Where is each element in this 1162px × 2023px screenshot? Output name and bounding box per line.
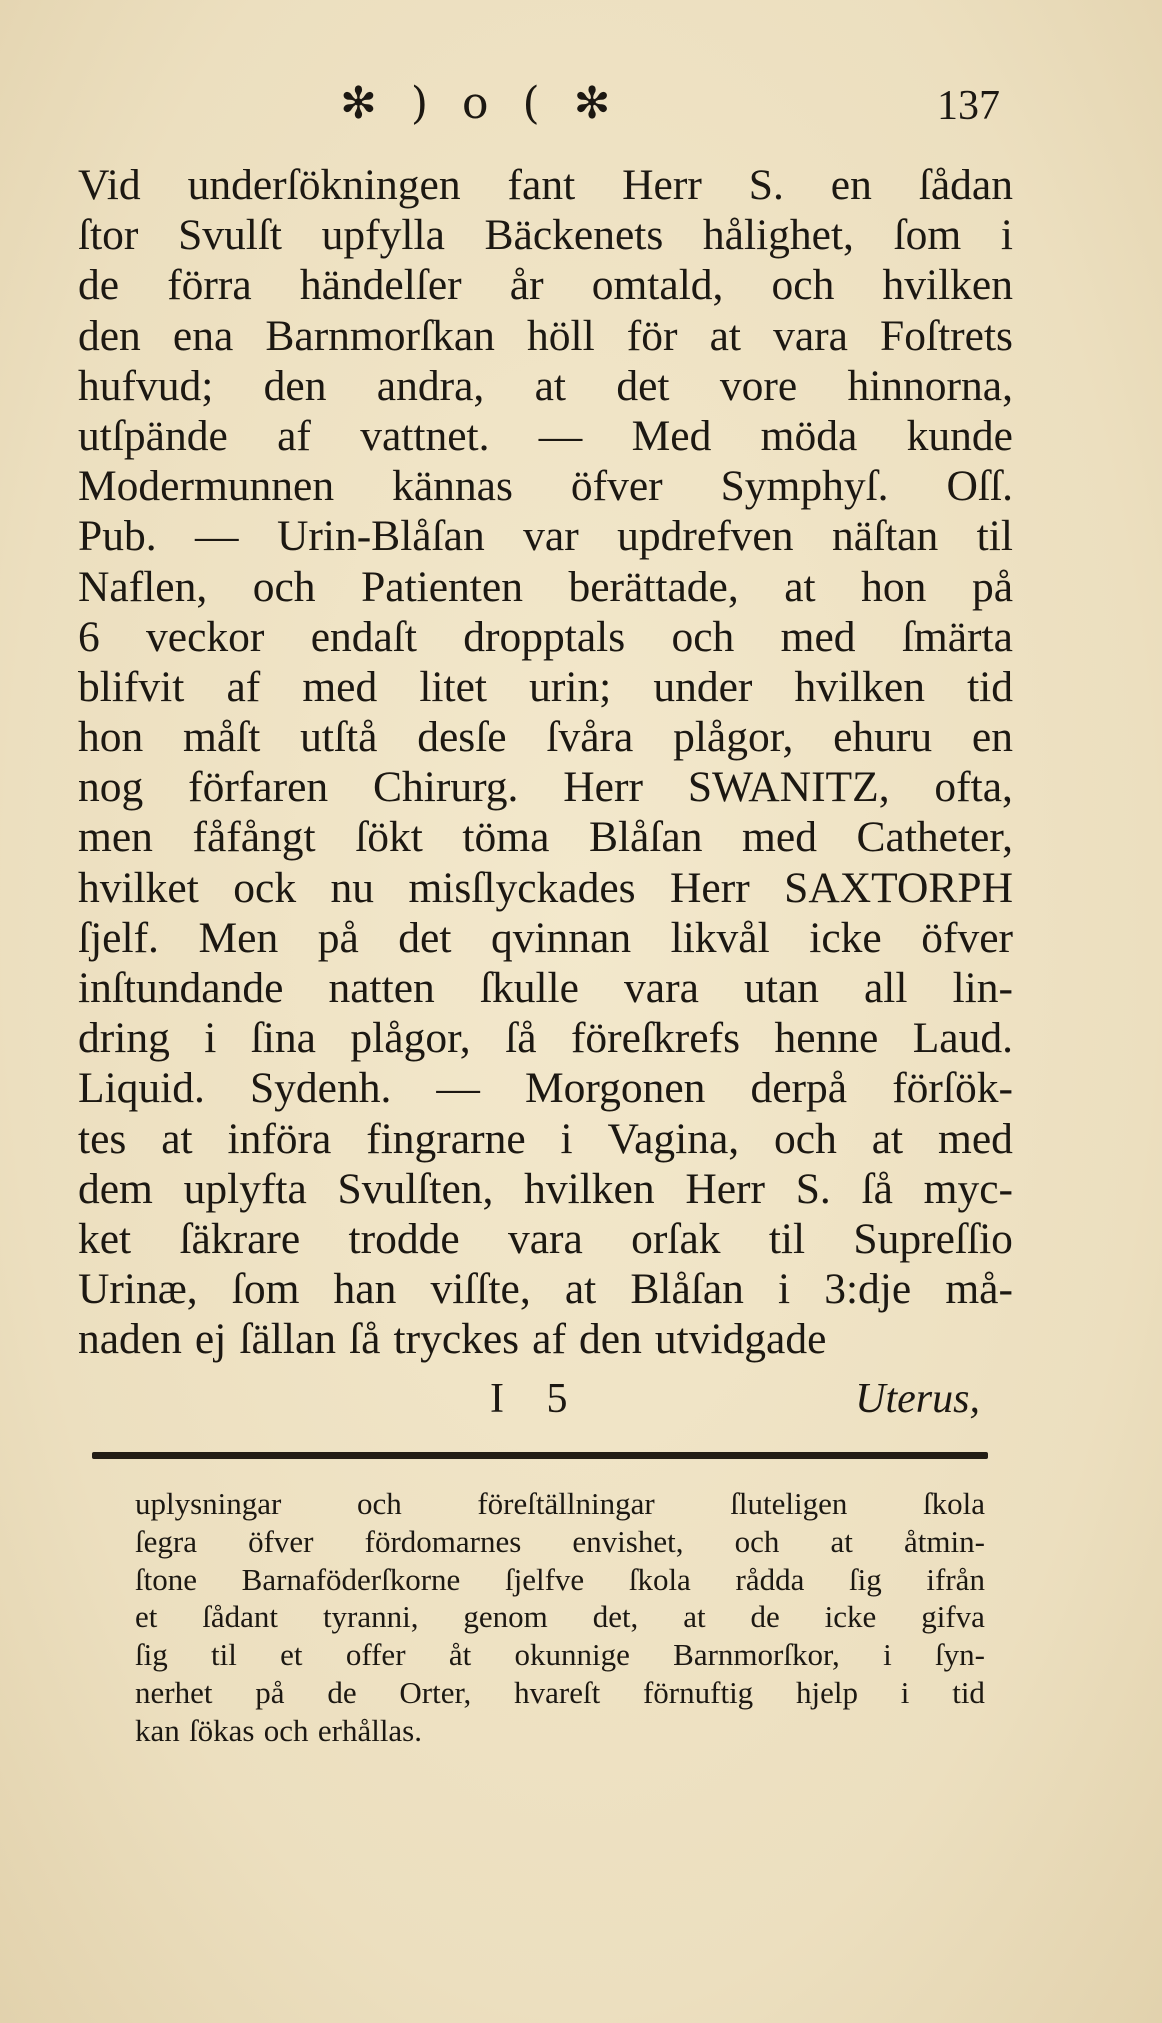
footnote-word: erhållas. xyxy=(317,1712,422,1748)
word: — xyxy=(436,1064,480,1113)
footnote-word: tyranni, xyxy=(322,1599,419,1635)
word: myc- xyxy=(923,1164,1013,1213)
word: vara xyxy=(773,311,848,360)
footnote-word: och xyxy=(734,1523,780,1559)
footnote-line xyxy=(135,1712,985,1750)
footnote-line xyxy=(135,1523,985,1561)
word: ſådan xyxy=(918,161,1013,209)
word: utſpände xyxy=(78,411,228,460)
word: underſökningen xyxy=(187,161,461,209)
footnote-word: ſökas xyxy=(189,1712,255,1748)
word: SAXTORPH xyxy=(784,863,1013,912)
footnote-word: det, xyxy=(592,1599,639,1635)
word: möda xyxy=(760,411,858,460)
word: viſſte, xyxy=(430,1265,531,1314)
footnote-word: genom xyxy=(463,1599,548,1635)
word: tryckes xyxy=(393,1315,520,1364)
text-line xyxy=(78,913,1013,963)
footnote-word: åtmin- xyxy=(904,1523,985,1559)
word: Sydenh. xyxy=(249,1064,392,1113)
footnote-word: et xyxy=(280,1637,303,1673)
footnote-word: Barnaföderſkorne xyxy=(241,1561,461,1597)
word: Svulſten, xyxy=(337,1164,494,1213)
footnote-word: åt xyxy=(448,1637,472,1673)
footnote-word: nerhet xyxy=(135,1674,213,1710)
word: at xyxy=(564,1265,597,1314)
word: Barnmorſkan xyxy=(265,311,495,360)
word: at xyxy=(709,311,741,360)
word: henne xyxy=(774,1014,879,1063)
word: veckor xyxy=(146,612,265,661)
word: år xyxy=(509,261,544,310)
word: ſom xyxy=(231,1265,300,1314)
word: på xyxy=(971,562,1013,611)
word: förfaren xyxy=(188,763,329,812)
word: med xyxy=(302,662,378,711)
word: trodde xyxy=(348,1214,460,1263)
text-line xyxy=(78,1114,1013,1164)
word: må- xyxy=(945,1265,1013,1314)
word: en xyxy=(971,713,1013,762)
word: med xyxy=(742,813,817,862)
word: Med xyxy=(631,411,712,460)
word: ſå xyxy=(861,1164,893,1213)
footnote-rule xyxy=(92,1452,988,1459)
word: lin- xyxy=(952,964,1013,1012)
word: han xyxy=(333,1265,397,1314)
footnote-word: Barnmorſkor, xyxy=(673,1637,840,1673)
footnote-word: ſig xyxy=(135,1637,168,1673)
word: ſtor xyxy=(78,211,139,260)
footnote-word: på xyxy=(255,1674,285,1710)
word: Herr xyxy=(670,863,750,912)
catchword: Uterus, xyxy=(855,1376,980,1422)
word: Herr xyxy=(563,763,643,812)
word: berättade, xyxy=(568,562,739,611)
word: Urin-Blåſan xyxy=(276,512,485,561)
word: ej xyxy=(194,1315,227,1364)
word: den xyxy=(78,311,141,360)
word: Chirurg. xyxy=(373,763,519,812)
footnote-word: gifva xyxy=(921,1599,985,1635)
word: vara xyxy=(507,1214,583,1263)
word: hon xyxy=(861,562,927,611)
word: Blåſan xyxy=(588,813,703,862)
word: inſtundande xyxy=(78,964,284,1012)
word: S. xyxy=(795,1164,831,1213)
word: urin; xyxy=(529,662,612,711)
word: til xyxy=(768,1214,806,1263)
text-line xyxy=(78,1314,1013,1364)
word: Supreſſio xyxy=(853,1214,1013,1263)
word: fåfångt xyxy=(192,813,316,862)
word: öfver xyxy=(921,913,1013,962)
word: derpå xyxy=(750,1064,848,1113)
word: — xyxy=(538,411,583,460)
word: likvål xyxy=(670,913,770,962)
footnote-word: öfver xyxy=(248,1523,314,1559)
word: var xyxy=(523,512,579,561)
word: orſak xyxy=(631,1214,721,1263)
word: at xyxy=(161,1114,193,1163)
word: vattnet. xyxy=(360,411,490,460)
text-line xyxy=(78,963,1013,1013)
word: ſvåra xyxy=(546,713,634,762)
footnote-word: ſkola xyxy=(628,1561,691,1597)
word: Patienten xyxy=(361,562,523,611)
word: Pub. xyxy=(78,512,157,561)
footnote-word: de xyxy=(327,1674,357,1710)
word: kännas xyxy=(392,462,513,511)
word: i xyxy=(560,1114,573,1163)
footnote-word: et xyxy=(135,1599,158,1635)
word: ſökt xyxy=(355,813,423,862)
word: ſjelf. xyxy=(78,913,159,962)
word: hvilket xyxy=(78,863,199,912)
word: plågor, xyxy=(350,1014,471,1063)
footnote-word: icke xyxy=(824,1599,877,1635)
word: näſtan xyxy=(831,512,939,561)
word: dring xyxy=(78,1014,170,1063)
word: nog xyxy=(78,763,144,812)
word: för xyxy=(626,311,678,360)
word: dropptals xyxy=(463,612,626,661)
text-line xyxy=(78,311,1013,361)
word: fingrarne xyxy=(366,1114,526,1163)
word: misſlyckades xyxy=(408,863,636,912)
word: kunde xyxy=(906,411,1013,460)
word: föreſkrefs xyxy=(570,1014,741,1063)
word: Foſtrets xyxy=(880,311,1013,360)
text-line xyxy=(78,812,1013,862)
text-line xyxy=(78,712,1013,762)
word: ena xyxy=(172,311,234,360)
word: fant xyxy=(507,161,576,209)
word: vara xyxy=(624,964,699,1012)
word: och xyxy=(252,562,316,611)
word: ofta, xyxy=(934,763,1013,812)
word: införa xyxy=(227,1114,332,1163)
word: ſkulle xyxy=(479,964,579,1012)
word: endaſt xyxy=(310,612,417,661)
main-text xyxy=(78,160,1013,1365)
footnote-word: ſegra xyxy=(135,1523,197,1559)
word: til xyxy=(976,512,1013,561)
word: höll xyxy=(527,311,595,360)
footnote-word: hjelp xyxy=(795,1674,858,1710)
text-line xyxy=(78,511,1013,561)
text-line xyxy=(78,562,1013,612)
word: naden xyxy=(78,1315,182,1364)
word: upfylla xyxy=(321,211,445,260)
word: plågor, xyxy=(673,713,794,762)
footnote-word: förnuftig xyxy=(642,1674,754,1710)
footnote-word: rådda xyxy=(735,1561,805,1597)
word: at xyxy=(871,1114,904,1163)
text-line xyxy=(78,411,1013,461)
word: all xyxy=(863,964,908,1012)
word: det xyxy=(616,361,670,410)
word: Bäckenets xyxy=(484,211,664,260)
word: Symphyſ. xyxy=(720,462,889,511)
text-line xyxy=(78,361,1013,411)
word: Morgonen xyxy=(524,1064,706,1113)
word: Liquid. xyxy=(78,1064,205,1113)
footnote-word: Orter, xyxy=(399,1674,472,1710)
word: Svulſt xyxy=(178,211,283,260)
footnote-word: tid xyxy=(952,1674,985,1710)
word: Herr xyxy=(685,1164,766,1213)
word: af xyxy=(226,662,261,711)
word: Naflen, xyxy=(78,562,208,611)
footnote-word: ſtone xyxy=(135,1561,197,1597)
footnote-word: ſig xyxy=(849,1561,882,1597)
word: hvilken xyxy=(524,1164,655,1213)
word: öfver xyxy=(570,462,663,511)
word: förſök- xyxy=(892,1064,1013,1113)
page-number: 137 xyxy=(937,83,1000,129)
word: vore xyxy=(719,361,798,410)
word: ſå xyxy=(505,1014,537,1063)
footnote-word: fördomarnes xyxy=(364,1523,522,1559)
word: hvilken xyxy=(882,261,1013,310)
word: Oſſ. xyxy=(946,462,1013,511)
word: hufvud; xyxy=(78,361,214,410)
text-line xyxy=(78,260,1013,310)
word: nu xyxy=(330,863,375,912)
footnote-word: at xyxy=(683,1599,706,1635)
catch-line xyxy=(490,1375,980,1427)
text-line xyxy=(78,1013,1013,1063)
text-line xyxy=(78,160,1013,210)
footnote-word: envishet, xyxy=(572,1523,684,1559)
footnote-line xyxy=(135,1674,985,1712)
word: hvilken xyxy=(794,662,925,711)
word: med xyxy=(938,1114,1013,1163)
word: — xyxy=(195,512,239,561)
word: af xyxy=(277,411,311,460)
word: och xyxy=(771,261,835,310)
text-line xyxy=(78,662,1013,712)
footnote-word: ſådant xyxy=(202,1599,279,1635)
word: S. xyxy=(748,161,784,209)
header-ornament: ✻ ) o ( ✻ xyxy=(340,78,621,129)
word: under xyxy=(653,662,753,711)
word: i xyxy=(204,1014,217,1063)
footnote-word: i xyxy=(883,1637,892,1673)
word: SWANITZ, xyxy=(687,763,890,812)
word: hinnorna, xyxy=(847,361,1013,410)
word: med xyxy=(780,612,856,661)
word: utan xyxy=(743,964,819,1012)
word: måſt xyxy=(183,713,261,762)
footnote-word: uplysningar xyxy=(135,1486,282,1521)
word: ket xyxy=(78,1214,132,1263)
text-line xyxy=(78,1214,1013,1264)
word: tid xyxy=(967,662,1013,711)
word: at xyxy=(784,562,816,611)
text-line xyxy=(78,1164,1013,1214)
footnote-line xyxy=(135,1485,985,1523)
word: Vid xyxy=(78,161,141,209)
word: ſå xyxy=(349,1315,381,1364)
word: Vagina, xyxy=(607,1114,740,1163)
footnote-line xyxy=(135,1636,985,1674)
footnote xyxy=(135,1485,985,1750)
word: 6 xyxy=(78,612,100,661)
word: den xyxy=(579,1315,642,1364)
text-line xyxy=(78,762,1013,812)
word: den xyxy=(263,361,327,410)
footnote-word: kan xyxy=(135,1712,180,1748)
footnote-word: ſyn- xyxy=(935,1637,985,1673)
word: men xyxy=(78,813,153,862)
word: i xyxy=(778,1265,791,1314)
word: dem xyxy=(78,1164,153,1213)
signature-mark: I 5 xyxy=(490,1376,584,1422)
footnote-word: i xyxy=(900,1674,910,1710)
word: det xyxy=(398,913,452,962)
word: ſäkrare xyxy=(179,1214,301,1263)
word: ſmärta xyxy=(901,612,1013,661)
word: i xyxy=(1000,211,1013,260)
word: förra xyxy=(167,261,252,310)
word: och xyxy=(774,1114,837,1163)
text-line xyxy=(78,461,1013,511)
word: at xyxy=(534,361,567,410)
word: de xyxy=(78,261,120,310)
word: blifvit xyxy=(78,662,185,711)
word: andra, xyxy=(376,361,485,410)
word: tes xyxy=(78,1114,127,1163)
word: Catheter, xyxy=(856,813,1013,862)
word: utvidgade xyxy=(654,1315,827,1364)
word: desſe xyxy=(417,713,507,762)
footnote-word: ifrån xyxy=(926,1561,985,1597)
footnote-line xyxy=(135,1561,985,1599)
footnote-word: ſjelfve xyxy=(504,1561,585,1597)
word: på xyxy=(317,913,359,962)
footnote-word: de xyxy=(750,1599,780,1635)
footnote-word: föreſtällningar xyxy=(477,1486,655,1521)
word: händelſer xyxy=(299,261,462,310)
footnote-word: och xyxy=(263,1712,309,1748)
footnote-word: offer xyxy=(345,1637,406,1673)
word: Blåſan xyxy=(630,1265,744,1314)
footnote-line xyxy=(135,1598,985,1636)
word: omtald, xyxy=(591,261,724,310)
text-line xyxy=(78,1264,1013,1314)
word: Herr xyxy=(622,161,702,209)
text-line xyxy=(78,210,1013,260)
word: Modermunnen xyxy=(78,462,335,511)
word: ſom xyxy=(893,211,962,260)
word: hon xyxy=(78,713,144,762)
word: uplyfta xyxy=(183,1164,307,1213)
word: töma xyxy=(462,813,550,862)
word: utſtå xyxy=(300,713,378,762)
word: ehuru xyxy=(833,713,933,762)
text-line xyxy=(78,612,1013,662)
word: och xyxy=(671,612,735,661)
page-header xyxy=(80,78,1000,134)
word: updrefven xyxy=(617,512,794,561)
word: icke xyxy=(809,913,882,962)
word: Laud. xyxy=(912,1014,1013,1063)
word: natten xyxy=(328,964,435,1012)
word: qvinnan xyxy=(490,913,632,962)
text-line xyxy=(78,1063,1013,1113)
word: en xyxy=(830,161,872,209)
word: ſina xyxy=(250,1014,316,1063)
text-line xyxy=(78,863,1013,913)
footnote-word: til xyxy=(211,1637,237,1673)
word: litet xyxy=(419,662,487,711)
word: hålighet, xyxy=(702,211,854,260)
footnote-word: ſkola xyxy=(922,1486,985,1521)
word: af xyxy=(532,1315,566,1364)
word: ſällan xyxy=(239,1315,336,1364)
footnote-word: okunnige xyxy=(514,1637,630,1673)
footnote-word: hvareſt xyxy=(514,1674,601,1710)
word: Men xyxy=(198,913,279,962)
word: ock xyxy=(233,863,297,912)
word: Urinæ, xyxy=(78,1265,198,1314)
footnote-word: ſluteligen xyxy=(730,1486,848,1521)
footnote-word: och xyxy=(356,1486,402,1521)
footnote-word: at xyxy=(830,1523,853,1559)
word: 3:dje xyxy=(824,1265,912,1314)
